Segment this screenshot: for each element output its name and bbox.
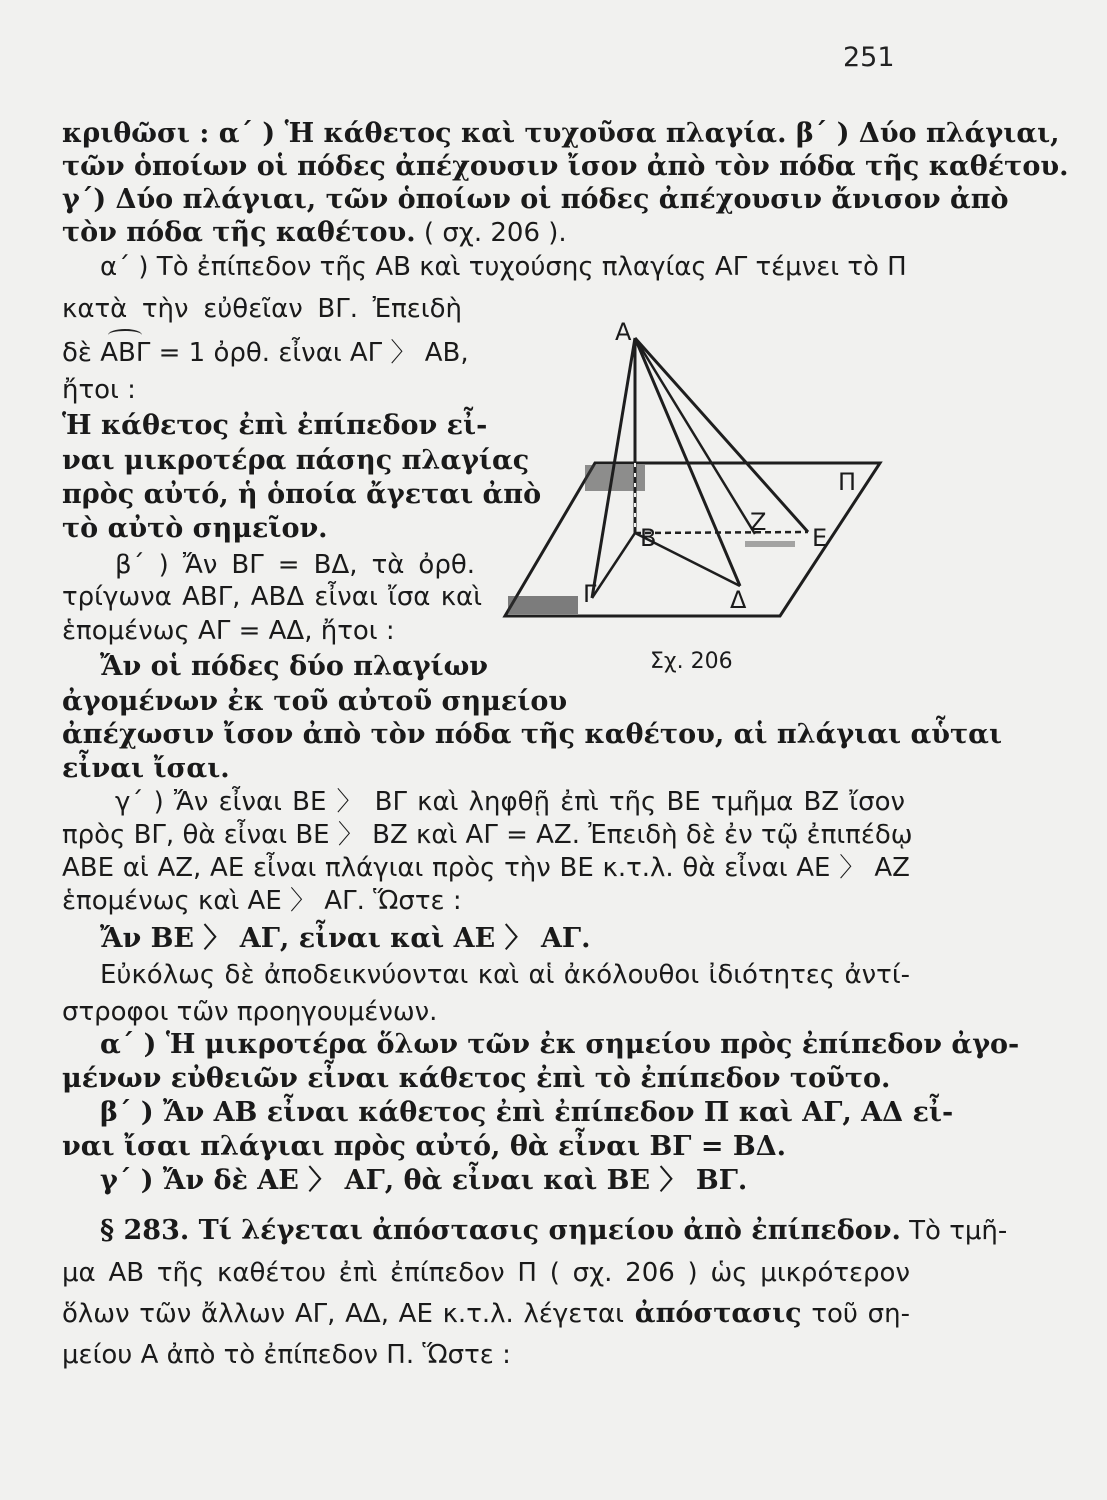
page-number: 251 [843, 42, 895, 73]
figure-caption: Σχ. 206 [650, 649, 733, 674]
label-A: Α [615, 318, 632, 346]
figure-206 [500, 318, 900, 698]
theorem-line: Ἡ κάθετος ἐπὶ ἐπίπεδον εἶ- [62, 410, 488, 441]
plane-shading [508, 596, 578, 614]
theorem-line: ἀπέχωσιν ἴσον ἀπὸ τὸν πόδα τῆς καθέτου, αἱ πλάγιαι αὗται [62, 719, 1003, 750]
text-line: πρὸς ΒΓ, θὰ εἶναι ΒΕ 〉 ΒΖ καὶ ΑΓ = ΑΖ. Ἐπειδὴ δὲ ἐν τῷ ἐπιπέδῳ [62, 820, 913, 850]
text-line [62, 216, 567, 250]
text-line: γ΄) Δύο πλάγιαι, τῶν ὁποίων οἱ πόδες ἀπέχουσιν ἄνισον ἀπὸ [62, 184, 1009, 215]
segment-AZ [635, 338, 755, 534]
text-line: τῶν ὁποίων οἱ πόδες ἀπέχουσιν ἴσον ἀπὸ τὸν πόδα τῆς καθέτου. [62, 151, 1069, 182]
text-run: ὅλων τῶν ἄλλων ΑΓ, ΑΔ, ΑΕ κ.τ.λ. λέγεται [62, 1299, 624, 1329]
theorem-line: β΄ ) Ἄν ΑΒ εἶναι κάθετος ἐπὶ ἐπίπεδον Π καὶ ΑΓ, ΑΔ εἶ- [100, 1097, 954, 1128]
shading-marks [745, 541, 795, 547]
text-line: ἑπομένως καὶ ΑΕ 〉 ΑΓ. Ὥστε : [62, 886, 462, 916]
label-D: Δ [730, 586, 747, 614]
text-line: ἑπομένως ΑΓ = ΑΔ, ἤτοι : [62, 616, 395, 646]
theorem-line: α΄ ) Ἡ μικροτέρα ὅλων τῶν ἐκ σημείου πρὸς ἐπίπεδον ἀγο- [100, 1029, 1020, 1060]
segment-BE [635, 532, 808, 533]
text-line: κατὰ τὴν εὐθεῖαν ΒΓ. Ἐπειδὴ [62, 294, 462, 324]
text-run: Τὸ τμῆ- [900, 1216, 1008, 1246]
term: ἀπόστασις [623, 1298, 802, 1329]
text-line: γ΄ ) Ἄν εἶναι ΒΕ 〉 ΒΓ καὶ ληφθῇ ἐπὶ τῆς ΒΕ τμῆμα ΒΖ ἴσον [115, 787, 905, 817]
text-run: = 1 ὀρθ. εἶναι ΑΓ 〉 ΑΒ, [158, 338, 469, 368]
text-line: κριθῶσι : α΄ ) Ἡ κάθετος καὶ τυχοῦσα πλαγία. β΄ ) Δύο πλάγιαι, [62, 118, 1060, 149]
text-line: β΄ ) Ἄν ΒΓ = ΒΔ, τὰ ὀρθ. [115, 550, 475, 580]
label-P: Π [838, 468, 857, 496]
text-line: στροφοι τῶν προηγουμένων. [62, 997, 438, 1027]
text-line [62, 1297, 910, 1331]
text-line: ἤτοι : [62, 375, 136, 405]
text-line: τρίγωνα ΑΒΓ, ΑΒΔ εἶναι ἴσα καὶ [62, 582, 482, 612]
theorem-line: γ΄ ) Ἄν δὲ ΑΕ 〉 ΑΓ, θὰ εἶναι καὶ ΒΕ 〉 ΒΓ. [100, 1165, 748, 1196]
theorem-line: Ἄν ΒΕ 〉 ΑΓ, εἶναι καὶ ΑΕ 〉 ΑΓ. [100, 923, 591, 954]
text-line [62, 336, 469, 370]
label-B: Β [640, 524, 657, 552]
label-G: Γ [583, 580, 597, 608]
text-line: μείου Α ἀπὸ τὸ ἐπίπεδον Π. Ὥστε : [62, 1340, 511, 1370]
theorem-line: ἀγομένων ἐκ τοῦ αὐτοῦ σημείου [62, 686, 568, 717]
text-line: Εὐκόλως δὲ ἀποδεικνύονται καὶ αἱ ἀκόλουθοι ἰδιότητες ἀντί- [100, 960, 910, 990]
text-run: δὲ [62, 338, 92, 368]
text-line: ΑΒΕ αἱ ΑΖ, ΑΕ εἶναι πλάγιαι πρὸς τὴν ΒΕ κ.τ.λ. θὰ εἶναι ΑΕ 〉 ΑΖ [62, 853, 910, 883]
text-run: τοῦ ση- [801, 1299, 910, 1329]
angle-symbol: ΑΒΓ [100, 338, 151, 368]
theorem-line: πρὸς αὐτό, ἡ ὁποία ἄγεται ἀπὸ [62, 479, 542, 510]
theorem-line: Ἄν οἱ πόδες δύο πλαγίων [100, 651, 489, 682]
section-title: § 283. Τί λέγεται ἀπόστασις σημείου ἀπὸ ἐπίπεδον. [100, 1215, 901, 1246]
text-run: ( σχ. 206 ). [415, 218, 567, 248]
label-E: Ε [812, 524, 828, 552]
segment-AE [635, 338, 808, 532]
label-Z: Ζ [750, 508, 767, 536]
text-line: α΄ ) Τὸ ἐπίπεδον τῆς ΑΒ καὶ τυχούσης πλαγίας ΑΓ τέμνει τὸ Π [100, 252, 907, 282]
text-line: μα ΑΒ τῆς καθέτου ἐπὶ ἐπίπεδον Π ( σχ. 206 ) ὡς μικρότερον [62, 1258, 910, 1288]
theorem-line: μένων εὐθειῶν εἶναι κάθετος ἐπὶ τὸ ἐπίπεδον τοῦτο. [62, 1063, 891, 1094]
text-run: τὸν πόδα τῆς καθέτου. [62, 217, 416, 248]
theorem-line: τὸ αὐτὸ σημεῖον. [62, 513, 328, 544]
section-heading [100, 1214, 1008, 1248]
theorem-line: ναι ἴσαι πλάγιαι πρὸς αὐτό, θὰ εἶναι ΒΓ = ΒΔ. [62, 1131, 787, 1162]
theorem-line: εἶναι ἴσαι. [62, 753, 230, 784]
theorem-line: ναι μικροτέρα πάσης πλαγίας [62, 445, 530, 476]
